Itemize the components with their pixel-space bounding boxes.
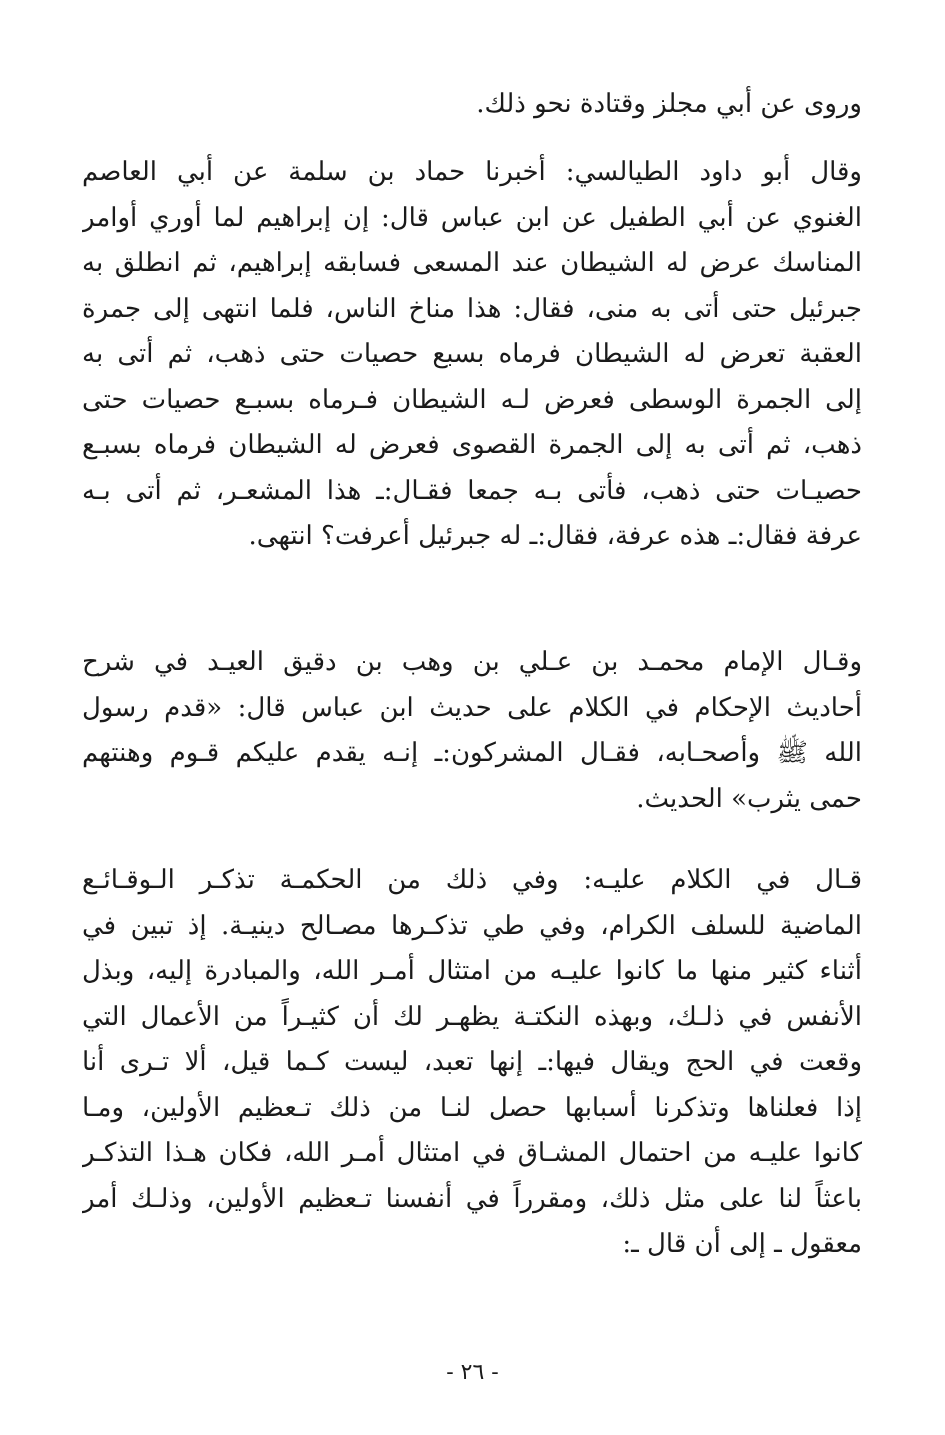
paragraph-1 [82, 82, 862, 128]
text-line: كانوا عليـه من احتمال المشـاق في امتثال أمـر الله، فكان هـذا التذكـر [82, 1138, 862, 1168]
text-line: الماضية للسلف الكرام، وفي طي تذكـرها مصـالح دينيـة. إذ تبين في [82, 910, 862, 941]
text-line: ذهب، ثم أتى به إلى الجمرة القصوى فعرض له الشيطان فرماه بسبـع [82, 430, 862, 460]
text-line: باعثاً لنا على مثل ذلك، ومقرراً في أنفسنا تـعظيم الأولين، وذلـك أمر [82, 1183, 862, 1214]
page-number: - ٢٦ - [446, 1360, 499, 1385]
text-line: إذا فعلناها وتذكرنا أسبابها حصل لنـا من ذلك تـعظيم الأولين، ومـا [82, 1092, 862, 1123]
paragraph-4 [82, 858, 862, 1268]
text-line: المناسك عرض له الشيطان عند المسعى فسابقه إبراهيم، ثم انطلق به [82, 248, 862, 278]
text-line: معقول ـ إلى أن قال ـ: [622, 1229, 862, 1259]
text-line: الغنوي عن أبي الطفيل عن ابن عباس قال: إن إبراهيم لما أوري أوامر [82, 202, 862, 233]
text-line: أحاديث الإحكام في الكلام على حديث ابن عباس قال: «قدم رسول [82, 692, 862, 723]
text-line: أثناء كثير منها ما كانوا عليـه من امتثال أمـر الله، والمبادرة إليه، وبذل [82, 956, 862, 986]
text-line: الله ﷺ وأصحـابه، فقـال المشركون:ـ إنـه يقدم عليكم قـوم وهنتهم [82, 738, 862, 768]
text-line: العقبة تعرض له الشيطان فرماه بسبع حصيات حتى ذهب، ثم أتى به [82, 339, 862, 369]
text-line: وقعت في الحج ويقال فيها:ـ إنها تعبد، ليست كـما قيل، ألا تـرى أنا [82, 1047, 862, 1077]
paragraph-3 [82, 640, 862, 822]
text-line: قـال في الكلام عليـه: وفي ذلك من الحكمـة تذكـر الـوقـائـع [82, 865, 862, 895]
text-line: إلى الجمرة الوسطى فعرض لـه الشيطان فـرماه بسبـع حصيات حتى [82, 384, 862, 415]
text-line: حصيـات حتى ذهب، فأتى بـه جمعا فقـال:ـ هذا المشعـر، ثم أتى بـه [82, 475, 862, 506]
text-line: الأنفس في ذلـك، وبهذه النكتـة يظهـر لك أن كثيـراً من الأعمال التي [82, 1001, 862, 1032]
text-line: عرفة فقال:ـ هذه عرفة، فقال:ـ له جبرئيل أعرفت؟ انتهى. [248, 521, 862, 551]
text-line: وروى عن أبي مجلز وقتادة نحو ذلك. [476, 89, 862, 119]
text-line: وقال أبو داود الطيالسي: أخبرنا حماد بن سلمة عن أبي العاصم [82, 157, 862, 187]
text-line: جبرئيل حتى أتى به منى، فقال: هذا مناخ الناس، فلما انتهى إلى جمرة [82, 293, 862, 324]
text-line: حمى يثرب» الحديث. [636, 783, 862, 814]
paragraph-2 [82, 150, 862, 560]
text-line: وقـال الإمام محمـد بن عـلي بن وهب بن دقيق العيـد في شرح [82, 647, 862, 677]
